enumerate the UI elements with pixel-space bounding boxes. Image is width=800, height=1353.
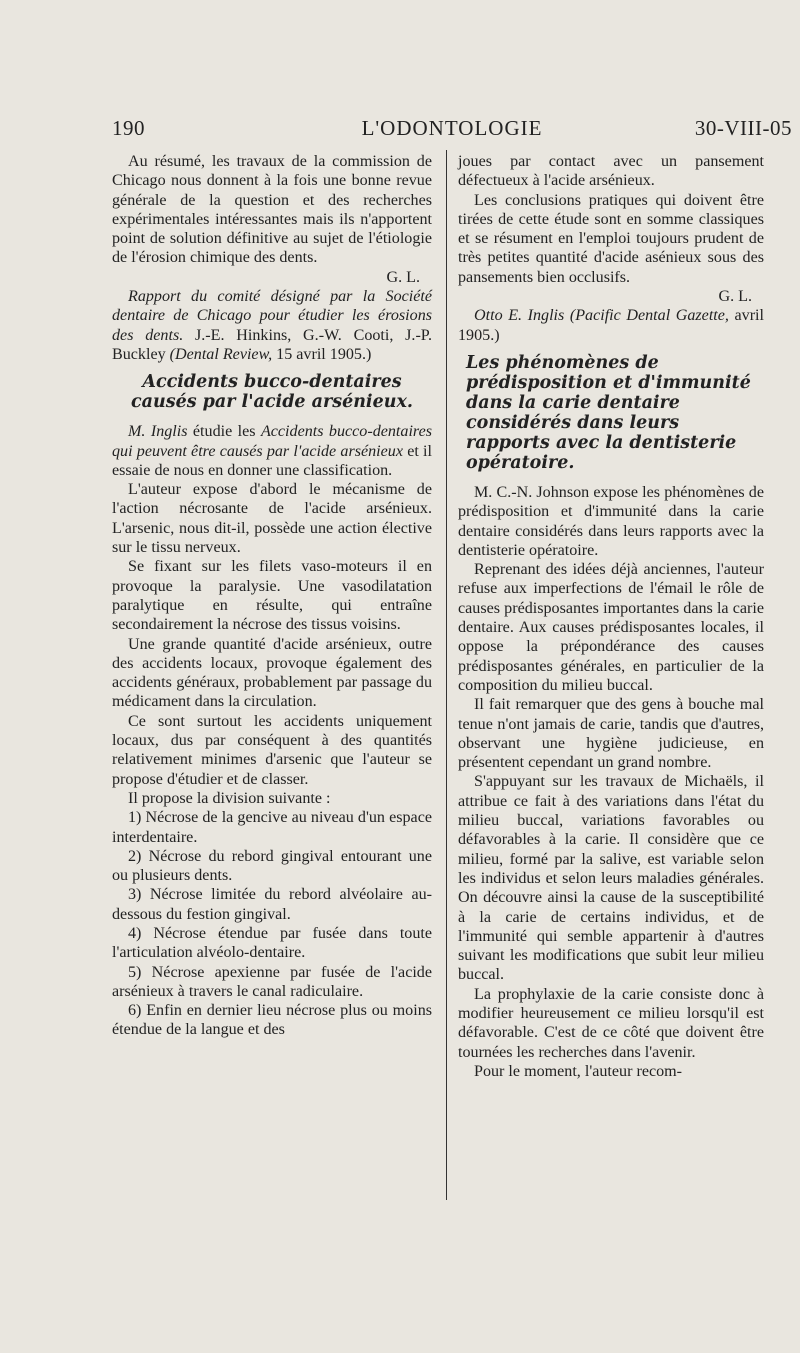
page-number: 190: [112, 116, 145, 140]
author-initials: G. L.: [718, 288, 752, 306]
body-paragraph: Une grande quantité d'acide arsénieux, outre des accidents locaux, provoque également des accidents généraux, probablement par passage du médicament dans la circulation.: [112, 635, 432, 711]
body-paragraph: M. C.-N. Johnson expose les phénomènes de prédisposition et d'immunité dans la carie dentaire considérés dans leurs rapports avec la dentisterie opératoire.: [458, 483, 764, 559]
intro-paragraph: M. Inglis étudie les Accidents bucco-dentaires qui peuvent être causés par l'acide arsénieux et il essaie de nous en donner une classification.: [112, 423, 432, 479]
body-paragraph: Ce sont surtout les accidents uniquement locaux, dus par conséquent à des quantités relativement minimes d'arsenic que l'auteur se propose d'étudier et de classer.: [112, 712, 432, 788]
body-paragraph: Il propose la division suivante :: [128, 789, 331, 807]
column-divider: [446, 150, 447, 1200]
body-paragraph: Pour le moment, l'auteur recom-: [474, 1062, 683, 1080]
list-item: 2) Nécrose du rebord gingival entourant une ou plusieurs dents.: [112, 847, 432, 885]
body-paragraph: Reprenant des idées déjà anciennes, l'auteur refuse aux imperfections de l'émail le rôle de causes prédisposantes importantes dans la carie dentaire. Aux causes prédisposantes locales, il oppose la prépondérance des causes prédisposantes générales, en particulier de la composition du milieu buccal.: [458, 561, 764, 694]
author-initials: G. L.: [386, 268, 420, 286]
running-header: [112, 116, 792, 146]
left-column: [112, 152, 432, 1040]
reference-citation: Rapport du comité désigné par la Société dentaire de Chicago pour étudier les érosions des dents. J.-E. Hinkins, G.-W. Cooti, J.-P. Buckley (Dental Review, 15 avril 1905.): [112, 288, 432, 363]
section-heading: Les phénomènes de prédisposition et d'immunité dans la carie dentaire considérés dans leurs rapports avec la dentisterie opératoire.: [466, 352, 751, 473]
body-paragraph: S'appuyant sur les travaux de Michaëls, il attribue ce fait à des variations dans l'état du milieu buccal, variations favorables ou défavorables à la carie. Il considère que ce milieu, formé par la salive, est variable selon les individus et selon leurs maladies générales. On découvre ainsi la cause de la susceptibilité à la carie de certains individus, et de l'immunité qui semble appartenir à d'autres suivant les modifications que subit leur milieu buccal.: [458, 773, 764, 984]
list-item: 5) Nécrose apexienne par fusée de l'acide arsénieux à travers le canal radiculaire.: [112, 963, 432, 1000]
section-heading: Accidents bucco-dentaires causés par l'acide arsénieux.: [131, 372, 413, 413]
list-item: 4) Nécrose étendue par fusée dans toute l'articulation alvéolo-dentaire.: [112, 924, 432, 962]
right-column: [458, 152, 764, 1081]
body-paragraph: Les conclusions pratiques qui doivent être tirées de cette étude sont en somme classiques et se résument en l'emploi toujours prudent de très petites quantité d'acide asénieux sous des pansements bien occlusifs.: [458, 191, 764, 286]
body-paragraph: L'auteur expose d'abord le mécanisme de l'action nécrosante de l'acide arsénieux. L'arsenic, nous dit-il, possède une action élective sur le tissu nerveux.: [112, 481, 432, 557]
list-item: 3) Nécrose limitée du rebord alvéolaire au-dessous du festion gingival.: [112, 886, 432, 923]
issue-date: 30-VIII-05: [694, 116, 792, 140]
list-item: 6) Enfin en dernier lieu nécrose plus ou moins étendue de la langue et des: [112, 1002, 432, 1039]
reference-citation: Otto E. Inglis (Pacific Dental Gazette, avril 1905.): [458, 307, 765, 344]
summary-paragraph: Au résumé, les travaux de la commission de Chicago nous donnent à la fois une bonne revue générale de la question et des recherches expérimentales intéressantes mais ils n'apportent point de solution définitive au sujet de l'étiologie de l'érosion chimique des dents.: [112, 153, 432, 267]
list-item: 1) Nécrose de la gencive au niveau d'un espace interdentaire.: [112, 809, 432, 846]
continued-paragraph: joues par contact avec un pansement défectueux à l'acide arsénieux.: [458, 153, 764, 190]
body-paragraph: La prophylaxie de la carie consiste donc à modifier heureusement ce milieu lorsqu'il est défavorable. C'est de ce côté que doivent être tournées les recherches dans l'avenir.: [458, 985, 764, 1061]
journal-title: L'ODONTOLOGIE: [361, 116, 543, 140]
body-paragraph: Il fait remarquer que des gens à bouche mal tenue n'ont jamais de carie, tandis que d'autres, observant une hygiène judicieuse, en présentent cependant un grand nombre.: [458, 696, 764, 772]
body-paragraph: Se fixant sur les filets vaso-moteurs il en provoque la paralysie. Une vasodilatation paralytique en résulte, qui entraîne secondairement la nécrose des tissus voisins.: [112, 558, 432, 634]
